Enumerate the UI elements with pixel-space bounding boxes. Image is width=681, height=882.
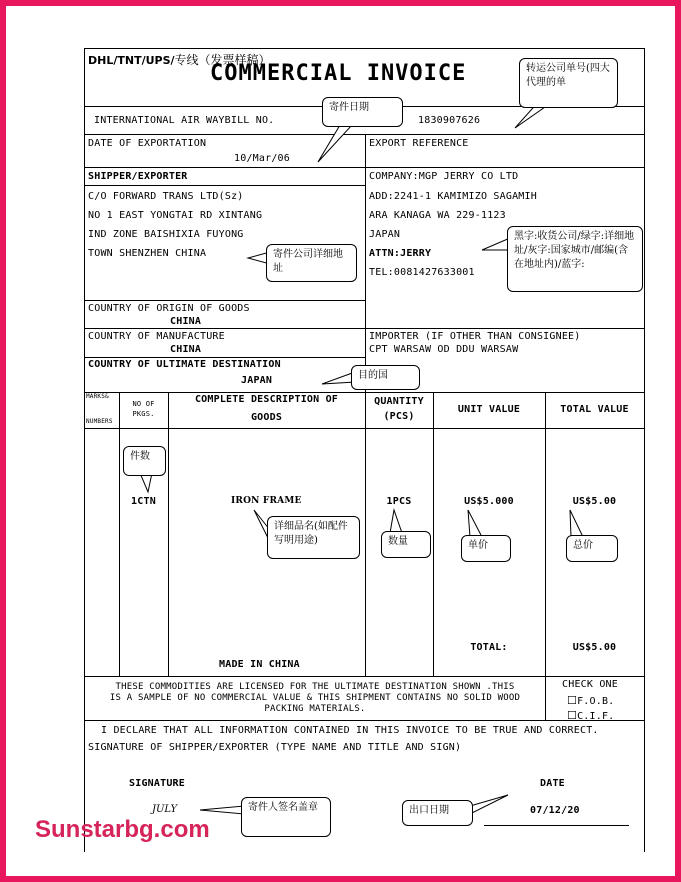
callout-unit-price: 单价 [461, 535, 511, 562]
origin-label: COUNTRY OF ORIGIN OF GOODS [88, 303, 250, 314]
shipper-label: SHIPPER/EXPORTER [88, 171, 188, 182]
callout-tail [470, 795, 508, 814]
fob-label: F.O.B. [577, 696, 615, 707]
callout-ship-date: 寄件日期 [322, 97, 403, 127]
cif-label: C.I.F. [577, 711, 615, 722]
signature-value: JULY [152, 804, 178, 815]
check-one-label: CHECK ONE [562, 679, 618, 690]
callout-quantity: 数量 [381, 531, 431, 558]
consignee-line: ATTN:JERRY [369, 248, 432, 259]
license-line: THESE COMMODITIES ARE LICENSED FOR THE ULTIMATE DESTINATION SHOWN .THIS [115, 682, 515, 692]
callout-tail [468, 510, 482, 537]
callout-pieces: 件数 [123, 446, 166, 476]
waybill-label: INTERNATIONAL AIR WAYBILL NO. [94, 115, 275, 126]
consignee-line: JAPAN [369, 229, 401, 240]
pkgs-header: NO OF [132, 400, 155, 408]
declaration-line: SIGNATURE OF SHIPPER/EXPORTER (TYPE NAME AND TITLE AND SIGN) [88, 742, 462, 753]
importer-value: CPT WARSAW OD DDU WARSAW [369, 344, 519, 355]
watermark: Sunstarbg.com [35, 816, 210, 843]
callout-consignee-info: 黑字:收货公司/绿字:详细地址/灰字:国家城市/邮编(含在地址内)/蓝字: [507, 226, 643, 292]
destination-value: JAPAN [241, 375, 273, 386]
declaration-line: I DECLARE THAT ALL INFORMATION CONTAINED IN THIS INVOICE TO BE TRUE AND CORRECT. [101, 725, 599, 736]
description-cell: IRON FRAME [231, 496, 302, 506]
pkgs-header: PKGS. [132, 410, 155, 418]
callout-tail [318, 125, 352, 162]
importer-label: IMPORTER (IF OTHER THAN CONSIGNEE) [369, 331, 581, 342]
total-label: TOTAL: [470, 642, 508, 653]
callout-product-name: 详细品名(如配件写明用途) [267, 516, 360, 559]
marks-header: MARKS& [86, 393, 109, 400]
callout-tail [482, 238, 510, 250]
cif-checkbox[interactable]: ☐ [567, 709, 578, 722]
quantity-header: (PCS) [383, 411, 415, 422]
date-value: 07/12/20 [530, 805, 580, 816]
license-line: PACKING MATERIALS. [264, 704, 366, 714]
carriers-note: 专线（发票样稿） [174, 53, 271, 67]
shipper-line: TOWN SHENZHEN CHINA [88, 248, 207, 259]
callout-forwarder-number: 转运公司单号(四大代理的单 [519, 58, 618, 108]
pkgs-cell: 1CTN [131, 496, 156, 507]
export-date-value: 10/Mar/06 [234, 153, 290, 164]
consignee-line: TEL:0081427633001 [369, 267, 475, 278]
total-amount: US$5.00 [572, 642, 617, 653]
description-header: GOODS [250, 412, 283, 423]
export-reference-label: EXPORT REFERENCE [369, 138, 469, 149]
callout-tail [570, 510, 583, 537]
quantity-header: QUANTITY [374, 396, 424, 407]
callout-destination: 目的国 [351, 365, 420, 390]
shipper-line: C/O FORWARD TRANS LTD(Sz) [88, 191, 244, 202]
shipper-line: IND ZONE BAISHIXIA FUYONG [88, 229, 244, 240]
quantity-cell: 1PCS [386, 496, 412, 507]
waybill-number: 1830907626 [418, 115, 481, 126]
consignee-line: ARA KANAGA WA 229-1123 [369, 210, 506, 221]
license-line: IS A SAMPLE OF NO COMMERCIAL VALUE & THIS SHIPMENT CONTAINS NO SOLID WOOD [109, 693, 521, 703]
numbers-header: NUMBERS [86, 418, 113, 425]
export-date-label: DATE OF EXPORTATION [88, 138, 207, 149]
total-value-header: TOTAL VALUE [560, 404, 629, 415]
signature-label: SIGNATURE [129, 778, 185, 789]
carriers-label: DHL/TNT/UPS/ [88, 54, 175, 67]
consignee-line: ADD:2241-1 KAMIMIZO SAGAMIH [369, 191, 537, 202]
callout-total-price: 总价 [566, 535, 618, 562]
callout-signer: 寄件人签名盖章 [241, 797, 331, 837]
destination-label: COUNTRY OF ULTIMATE DESTINATION [88, 359, 281, 370]
shipper-line: NO 1 EAST YONGTAI RD XINTANG [88, 210, 263, 221]
manufacture-value: CHINA [170, 344, 202, 355]
invoice-title: COMMERCIAL INVOICE [210, 61, 467, 86]
fob-checkbox[interactable]: ☐ [567, 694, 578, 707]
total-value-cell: US$5.00 [572, 496, 617, 507]
callout-shipper-address: 寄件公司详细地址 [266, 244, 357, 282]
made-in-label: MADE IN CHINA [219, 659, 300, 670]
description-header: COMPLETE DESCRIPTION OF [194, 394, 339, 405]
callout-export-date: 出口日期 [402, 800, 473, 826]
unit-value-cell: US$5.000 [464, 496, 514, 507]
unit-value-header: UNIT VALUE [457, 404, 521, 415]
origin-value: CHINA [170, 316, 202, 327]
callout-tail [200, 806, 244, 814]
date-label: DATE [540, 778, 565, 789]
consignee-line: COMPANY:MGP JERRY CO LTD [369, 171, 519, 182]
manufacture-label: COUNTRY OF MANUFACTURE [88, 331, 225, 342]
callout-tail [390, 510, 402, 533]
